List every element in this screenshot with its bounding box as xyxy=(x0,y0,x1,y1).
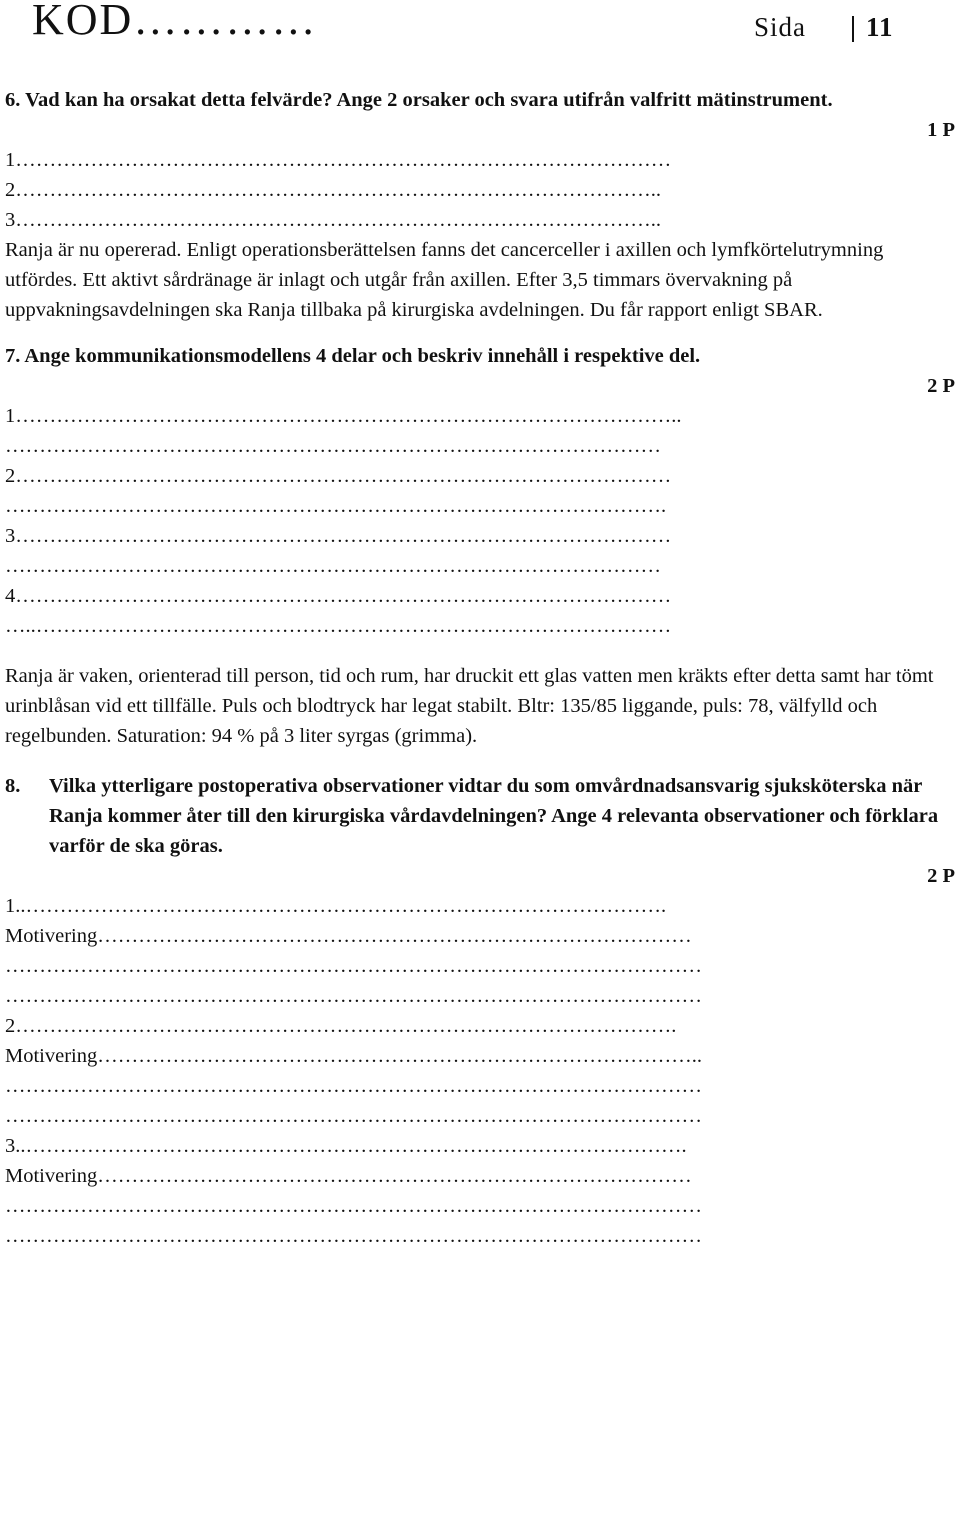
answer-line[interactable]: ………………………………………………………………………………………… xyxy=(5,1075,702,1097)
question-8-number: 8. xyxy=(5,775,21,797)
question-6-points: 1 P xyxy=(927,119,955,141)
answer-line[interactable]: ………………………………………………………………………………………… xyxy=(5,1225,702,1247)
motivation-line[interactable]: Motivering…………………………………………………………………………… xyxy=(5,925,692,947)
answer-line[interactable]: ………………………………………………………………………………………… xyxy=(5,1195,702,1217)
spacer xyxy=(5,325,955,341)
code-title: KOD………… xyxy=(32,0,318,44)
answer-line[interactable]: …………………………………………………………………………………… xyxy=(5,555,661,577)
answer-line[interactable]: 1…………………………………………………………………………………… xyxy=(5,149,672,171)
question-7: 7. Ange kommunikationsmodellens 4 delar och beskriv innehåll i respektive del. xyxy=(5,345,701,367)
page-number: 11 xyxy=(866,12,894,42)
answer-line[interactable]: ……………………………………………………………………………………. xyxy=(5,495,667,517)
answer-line[interactable]: …………………………………………………………………………………… xyxy=(5,435,661,457)
question-8 xyxy=(5,771,955,861)
motivation-line[interactable]: Motivering…………………………………………………………………………….. xyxy=(5,1045,702,1067)
answer-line[interactable]: 2………………………………………………………………………………….. xyxy=(5,179,661,201)
answer-line[interactable]: …..………………………………………………………………………………… xyxy=(5,615,672,637)
page-separator xyxy=(852,16,854,42)
question-7-points: 2 P xyxy=(927,375,955,397)
answer-line[interactable]: ………………………………………………………………………………………… xyxy=(5,955,702,977)
answer-line[interactable]: 3………………………………………………………………………………….. xyxy=(5,209,661,231)
case-context-2: Ranja är vaken, orienterad till person, tid och rum, har druckit ett glas vatten men kräkts efter detta samt har tömt urinblåsan vid ett tillfälle. Puls och blodtryck har legat stabilt. Bltr: 135/85 liggande, puls: 78, välfylld och regelbunden. Saturation: 94 % på 3 liter syrgas (grimma). xyxy=(5,665,934,747)
answer-line[interactable]: 3..……………………………………………………………………………………. xyxy=(5,1135,687,1157)
question-6: 6. Vad kan ha orsakat detta felvärde? Ange 2 orsaker och svara utifrån valfritt mätinstrument. xyxy=(5,89,833,111)
answer-line[interactable]: 2…………………………………………………………………………………… xyxy=(5,465,672,487)
answer-line[interactable]: 2……………………………………………………………………………………. xyxy=(5,1015,677,1037)
page-header xyxy=(0,0,960,50)
answer-line[interactable]: 3…………………………………………………………………………………… xyxy=(5,525,672,547)
spacer xyxy=(5,751,955,771)
answer-line[interactable]: 1…………………………………………………………………………………….. xyxy=(5,405,682,427)
question-8-text: Vilka ytterligare postoperativa observationer vidtar du som omvårdnadsansvarig sjuksköterska när Ranja kommer åter till den kirurgiska vårdavdelningen? Ange 4 relevanta observationer och förklara varför de ska göras. xyxy=(49,775,939,857)
page-label: Sida xyxy=(754,12,807,42)
answer-line[interactable]: ………………………………………………………………………………………… xyxy=(5,985,702,1007)
answer-line[interactable]: ………………………………………………………………………………………… xyxy=(5,1105,702,1127)
case-context-1: Ranja är nu opererad. Enligt operationsberättelsen fanns det cancerceller i axillen och lymfkörtelutrymning utfördes. Ett aktivt sårdränage är inlagt och utgår från axillen. Efter 3,5 timmars övervakning på uppvakningsavdelningen ska Ranja tillbaka på kirurgiska avdelningen. Du får rapport enligt SBAR. xyxy=(5,239,884,321)
question-8-points: 2 P xyxy=(927,865,955,887)
answer-line[interactable]: 4…………………………………………………………………………………… xyxy=(5,585,672,607)
document-body xyxy=(5,85,955,1251)
motivation-line[interactable]: Motivering…………………………………………………………………………… xyxy=(5,1165,692,1187)
spacer xyxy=(5,641,955,661)
answer-line[interactable]: 1..…………………………………………………………………………………. xyxy=(5,895,667,917)
